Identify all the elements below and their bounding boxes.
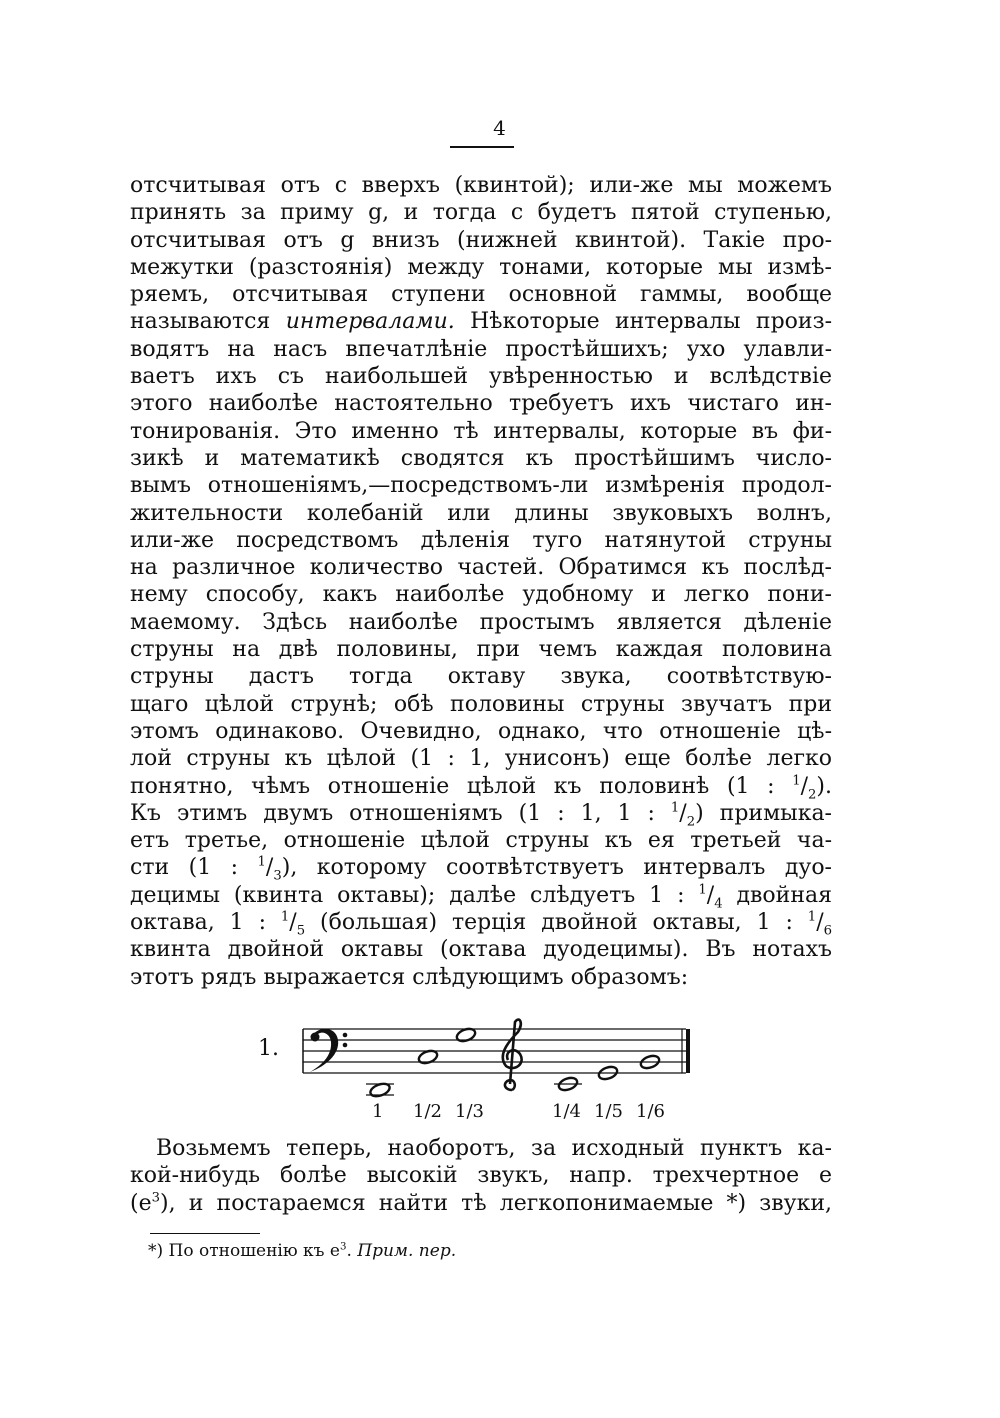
superscript: 3 [151, 1190, 160, 1206]
ratio-label: 1/3 [455, 1101, 484, 1122]
text-segment: понятно, чѣмъ отношеніе цѣлой къ половинѣ (1 : [130, 773, 793, 799]
text-line: принять за приму g, и тогда c будетъ пятой ступенью, [130, 200, 832, 226]
second-paragraph [130, 1135, 832, 1217]
ratio-label: 1/5 [594, 1101, 623, 1122]
text-segment: сти (1 : [130, 855, 258, 881]
footnote-text: . [346, 1241, 358, 1261]
italic-term: интервалами. [285, 309, 455, 335]
text-line: ваетъ ихъ съ наибольшей увѣренностью и вслѣдствіе [130, 364, 832, 390]
fraction-numerator: 1 [670, 800, 680, 816]
text-line: этого наиболѣе настоятельно требуетъ ихъ чистаго ин- [130, 391, 832, 417]
text-line: етъ третье, отношеніе цѣлой струны къ ея третьей ча- [130, 828, 832, 854]
text-line: лой струны къ цѣлой (1 : 1, унисонъ) еще болѣе легко [130, 746, 832, 772]
text-line: щаго цѣлой струнѣ; обѣ половины струны звучатъ при [130, 691, 832, 717]
treble-clef-icon [503, 1020, 522, 1090]
text-line: отсчитывая отъ g внизъ (нижней квинтой). Такіе про- [130, 227, 832, 253]
text-segment: называются [130, 309, 286, 335]
fraction-denominator: 3 [273, 868, 282, 884]
text-line [130, 308, 832, 335]
text-line: квинта двойной октавы (октава дуодецимы). Въ нотахъ [130, 937, 832, 963]
text-line: жительности колебаній или длины звуковыхъ волнъ, [130, 500, 832, 526]
page-number: 4 [493, 116, 507, 140]
text-line [130, 1190, 832, 1217]
fraction-numerator: 1 [280, 909, 290, 925]
fraction-denominator: 2 [808, 786, 817, 802]
text-line: этомъ одинаково. Очевидно, однако, что отношеніе цѣ- [130, 718, 832, 744]
ratio-label: 1/6 [636, 1101, 665, 1122]
text-segment: (большая) терція двойной октавы, 1 : [305, 910, 808, 936]
ratio-label: 1/2 [413, 1101, 442, 1122]
text-segment: децимы (квинта октавы); далѣе слѣдуетъ 1 : [130, 882, 699, 908]
text-line: кой-нибудь болѣе высокій звукъ, напр. трехчертное e [130, 1163, 832, 1189]
fraction-denominator: 4 [714, 896, 723, 912]
text-line: отсчитывая отъ c вверхъ (квинтой); или-же мы можемъ [130, 173, 832, 198]
fraction-denominator: 5 [296, 923, 306, 939]
fraction-numerator: 1 [807, 909, 817, 925]
text-line: понятно, чѣмъ отношеніе цѣлой къ половинѣ (1 : $^1/_2$). [130, 773, 832, 802]
music-example [0, 1014, 1000, 1134]
text-line: Возьмемъ теперь, наоборотъ, за исходный пунктъ ка- [156, 1136, 832, 1161]
text-line: Къ этимъ двумъ отношеніямъ (1 : 1, 1 : $^1/_2$) примыка- [130, 800, 832, 830]
text-segment: октава, 1 : [130, 910, 281, 936]
text-line: на различное количество частей. Обратимся къ послѣд- [130, 555, 832, 581]
ratio-label: 1 [372, 1101, 384, 1122]
fraction-numerator: 1 [257, 855, 266, 871]
text-segment: (e [130, 1190, 152, 1216]
page-number-rule [450, 146, 514, 148]
text-segment: двойная [722, 882, 832, 908]
translator-note: Прим. пер. [357, 1241, 457, 1261]
text-segment: ). [816, 773, 832, 799]
staff-lines [303, 1029, 686, 1073]
music-staff [0, 1014, 1000, 1104]
text-line: струны дастъ тогда октаву звука, соотвѣтствую- [130, 664, 832, 690]
text-line: зикѣ и математикѣ сводятся къ простѣйшимъ число- [130, 445, 832, 471]
fraction-numerator: 1 [698, 882, 707, 898]
text-line: вымъ отношеніямъ,—посредствомъ-ли измѣренія продол- [130, 473, 832, 499]
footnote-rule [150, 1233, 260, 1234]
text-line: тонированія. Это именно тѣ интервалы, которые въ фи- [130, 418, 832, 444]
text-line: водятъ на насъ впечатлѣніе простѣйшихъ; ухо улавли- [130, 336, 832, 362]
note-c-ledger-treble [554, 1076, 582, 1093]
ratio-label: 1/4 [552, 1101, 581, 1122]
text-line: октава, 1 : $^1/_5$ (большая) терція двойной октавы, 1 : $^1/_6$ [130, 909, 832, 939]
text-line: децимы (квинта октавы); далѣе слѣдуетъ 1 : $^1/_4$ двойная [130, 882, 832, 912]
fraction-denominator: 2 [686, 814, 696, 830]
text-segment: ), которому соотвѣтствуетъ интервалъ дуо- [281, 855, 832, 881]
fraction-denominator: 6 [823, 923, 832, 939]
text-line: или-же посредствомъ дѣленія туго натянутой струны [130, 527, 832, 553]
text-line: ряемъ, отсчитывая ступени основной гаммы, вообще [130, 282, 832, 308]
text-segment: Нѣкоторые интервалы произ- [454, 309, 832, 335]
text-line: маемому. Здѣсь наиболѣе простымъ является дѣленіе [130, 609, 832, 635]
footnote [148, 1238, 456, 1264]
text-line: сти (1 : $^1/_3$), которому соотвѣтствуетъ интервалъ дуо- [130, 855, 832, 884]
example-number: 1. [258, 1036, 279, 1061]
text-line: струны на двѣ половины, при чемъ каждая половина [130, 637, 832, 663]
main-paragraph [130, 172, 832, 991]
text-segment: ), и постараемся найти тѣ легкопонимаемые *) звуки, [160, 1190, 832, 1216]
text-line: этотъ рядъ выражается слѣдующимъ образомъ: [130, 964, 689, 990]
text-segment: ) примыка- [695, 800, 832, 826]
text-segment: Къ этимъ двумъ отношеніямъ (1 : 1, 1 : [130, 800, 671, 826]
footnote-text: *) По отношенію къ e [148, 1241, 340, 1261]
text-line: межутки (разстоянія) между тонами, которые мы измѣ- [130, 254, 832, 280]
fraction-numerator: 1 [792, 773, 801, 789]
superscript: 3 [339, 1241, 347, 1253]
text-line: нему способу, какъ наиболѣе удобному и легко пони- [130, 582, 832, 608]
note-c-ledger-low [366, 1081, 394, 1098]
